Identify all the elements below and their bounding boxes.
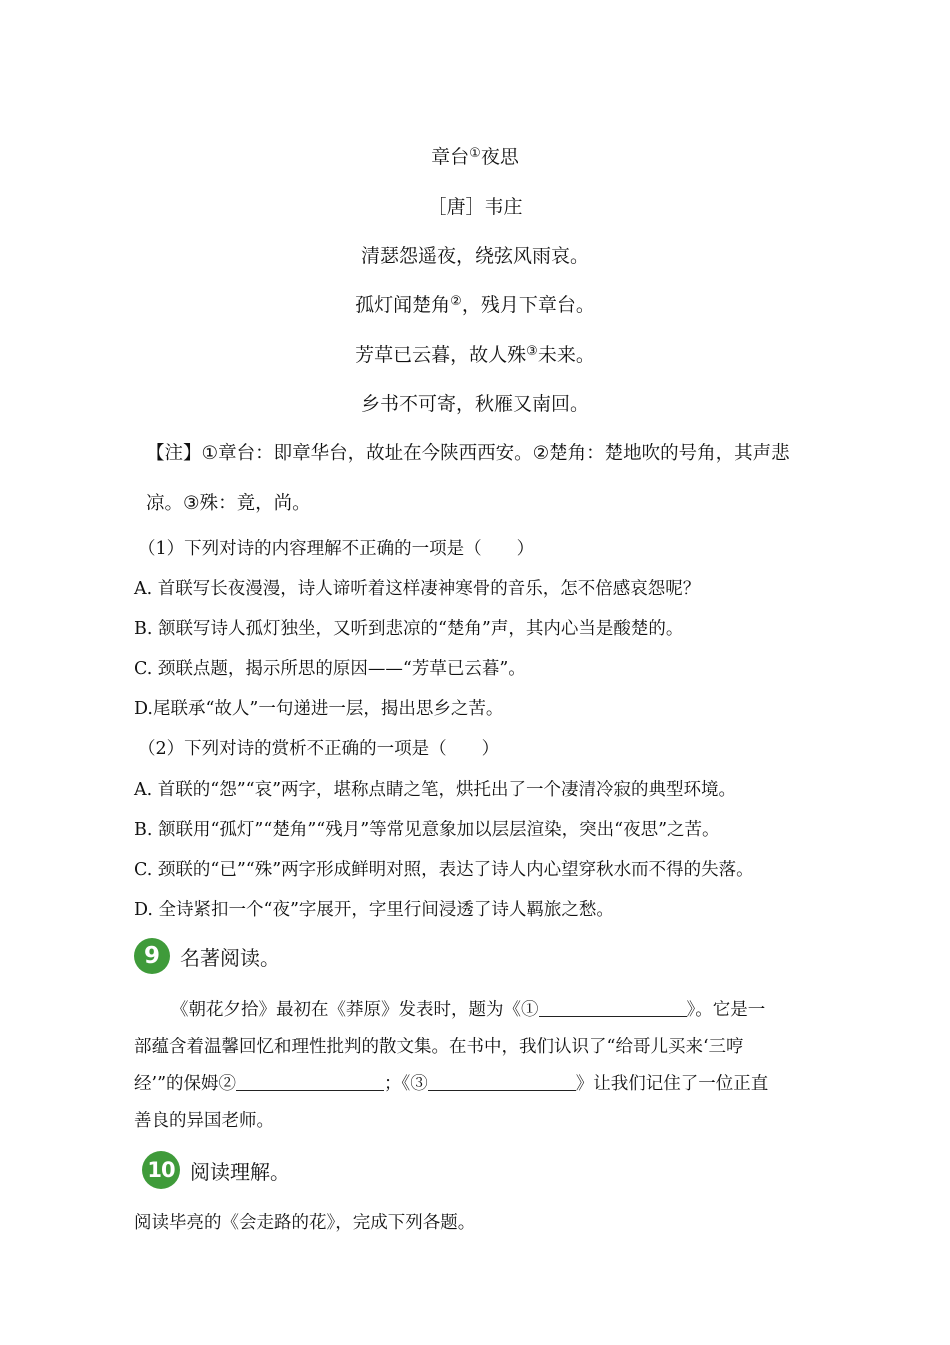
poem-notes-line-1: 【注】①章台：即章华台，故址在今陕西西安。②楚角：楚地吹的号角，其声悲: [146, 443, 790, 464]
q2-option-c: C. 颈联的“已”“殊”两字形成鲜明对照，表达了诗人内心望穿秋水而不得的失落。: [134, 860, 754, 880]
q2-option-d: D. 全诗紧扣一个“夜”字展开，字里行间浸透了诗人羁旅之愁。: [134, 900, 614, 920]
section-number-badge: 9: [134, 938, 170, 974]
answer-blank-3[interactable]: [428, 1072, 576, 1091]
q2-option-b: B. 颔联用“孤灯”“楚角”“残月”等常见意象加以层层渲染，突出“夜思”之苦。: [134, 820, 720, 840]
q2-stem: （2）下列对诗的赏析不正确的一项是（ ）: [138, 739, 500, 759]
section-9-line-2: 部蕴含着温馨回忆和理性批判的散文集。在书中，我们认识了“给哥儿买来‘三哼: [134, 1037, 744, 1057]
poem-title: 章台①夜思: [431, 146, 519, 168]
section-9-line-4: 善良的异国老师。: [134, 1111, 274, 1131]
poem-notes-line-2: 凉。③殊：竟，尚。: [146, 493, 311, 514]
q1-stem: （1）下列对诗的内容理解不正确的一项是（ ）: [138, 539, 535, 559]
footnote-marker: ①: [469, 146, 481, 161]
q2-option-a: A. 首联的“怨”“哀”两字，堪称点睛之笔，烘托出了一个凄清冷寂的典型环境。: [134, 780, 737, 800]
answer-blank-2[interactable]: [236, 1072, 384, 1091]
section-9-line-3: 经’”的保姆② ；《③ 》让我们记住了一位正直: [134, 1074, 769, 1094]
q1-option-b: B. 颔联写诗人孤灯独坐，又听到悲凉的“楚角”声，其内心当是酸楚的。: [134, 619, 684, 639]
poem-line-1: 清瑟怨遥夜，绕弦风雨哀。: [360, 245, 589, 267]
section-title: 名著阅读。: [180, 945, 280, 970]
section-title: 阅读理解。: [190, 1159, 290, 1184]
answer-blank-1[interactable]: [539, 998, 687, 1017]
section-number-badge: 10: [142, 1151, 180, 1189]
poem-line-4: 乡书不可寄，秋雁又南回。: [360, 393, 589, 415]
section-10-heading: [142, 1151, 290, 1189]
q1-option-a: A. 首联写长夜漫漫，诗人谛听着这样凄神寒骨的音乐，怎不倍感哀怨呢？: [134, 579, 701, 599]
section-9-heading: [134, 938, 280, 974]
poem-author: ［唐］韦庄: [427, 196, 523, 218]
poem-line-3: 芳草已云暮，故人殊③未来。: [355, 344, 595, 366]
section-9-line-1: 《朝花夕拾》最初在《莽原》发表时，题为《① 》。它是一: [171, 1000, 766, 1020]
footnote-marker: ③: [526, 344, 538, 359]
q1-option-c: C. 颈联点题，揭示所思的原因——“芳草已云暮”。: [134, 659, 526, 679]
footnote-marker: ②: [450, 294, 462, 309]
poem-line-2: 孤灯闻楚角②，残月下章台。: [355, 294, 595, 316]
section-10-intro: 阅读毕亮的《会走路的花》，完成下列各题。: [134, 1213, 476, 1233]
q1-option-d: D.尾联承“故人”一句递进一层，揭出思乡之苦。: [134, 699, 504, 719]
